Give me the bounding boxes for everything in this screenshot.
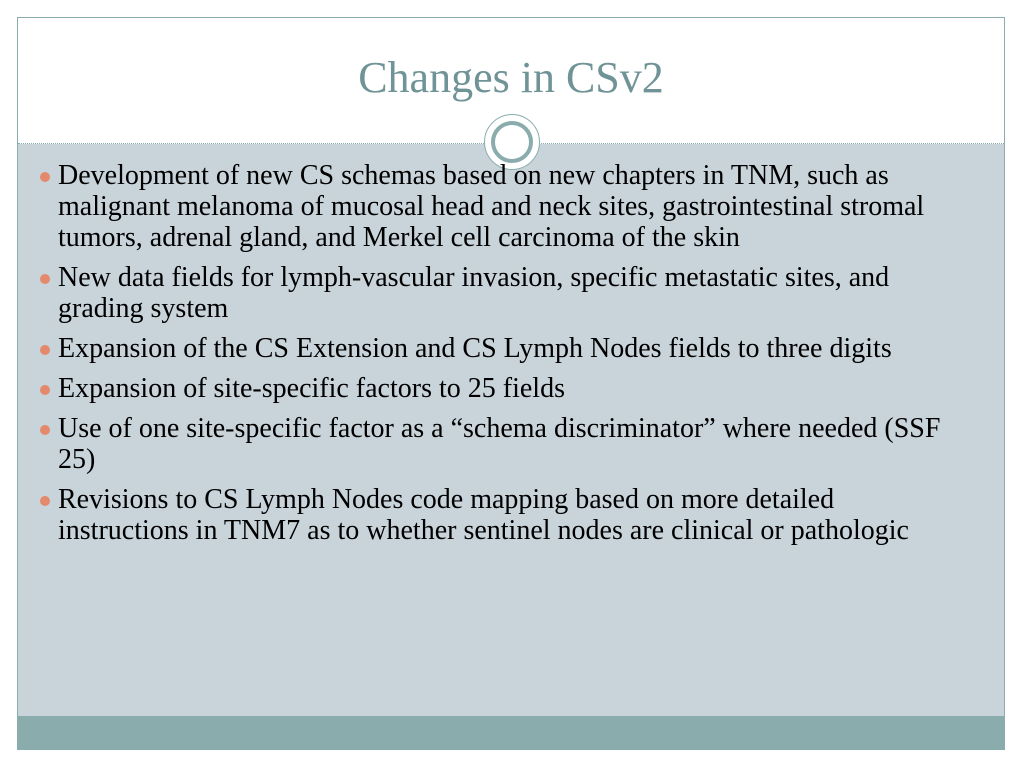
bullet-text: Expansion of the CS Extension and CS Lymph Nodes fields to three digits: [58, 333, 892, 364]
slide-title: Changes in CSv2: [358, 53, 664, 102]
bullet-dot-icon: [40, 172, 50, 182]
bullet-item: [40, 413, 960, 475]
bullet-text: Development of new CS schemas based on new chapters in TNM, such as malignant melanoma of mucosal head and neck sites, gastrointestinal stromal tumors, adrenal gland, and Merkel cell carcinoma of the skin: [58, 160, 925, 253]
bullet-dot-icon: [40, 425, 50, 435]
bullet-item: [40, 262, 960, 324]
footer-band: [18, 716, 1004, 750]
bullet-text: New data fields for lymph-vascular invasion, specific metastatic sites, and grading system: [58, 262, 890, 324]
bullet-text: Use of one site-specific factor as a “schema discriminator” where needed (SSF 25): [58, 413, 941, 475]
bullet-dot-icon: [40, 496, 50, 506]
bullet-item: [40, 333, 960, 364]
bullet-dot-icon: [40, 274, 50, 284]
ring-inner: [491, 121, 533, 163]
bullet-text: Expansion of site-specific factors to 25 fields: [58, 373, 565, 404]
bullet-dot-icon: [40, 385, 50, 395]
bullet-text: Revisions to CS Lymph Nodes code mapping based on more detailed instructions in TNM7 as to whether sentinel nodes are clinical or pathologic: [58, 484, 909, 546]
bullet-item: [40, 160, 960, 253]
bullet-item: [40, 373, 960, 404]
bullet-item: [40, 484, 960, 546]
bullet-dot-icon: [40, 345, 50, 355]
bullet-list: [40, 160, 960, 555]
